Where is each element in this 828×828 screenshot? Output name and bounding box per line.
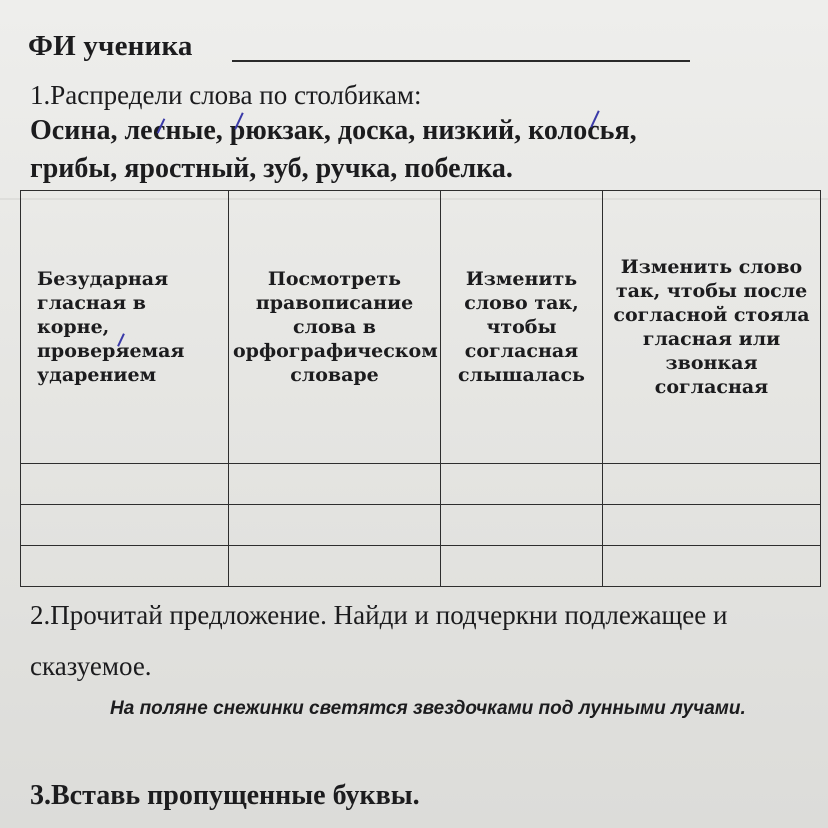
column-header-dictionary: Посмотреть правописание слова в орфографическом словаре: [229, 191, 441, 464]
column-header-vowel-after-consonant: Изменить слово так, чтобы после согласной стояла гласная или звонкая согласная: [603, 191, 821, 464]
table-cell[interactable]: [229, 505, 441, 546]
table-cell[interactable]: [229, 464, 441, 505]
table-cell[interactable]: [441, 464, 603, 505]
task2-title: 2.Прочитай предложение. Найди и подчеркни подлежащее и сказуемое.: [30, 600, 728, 681]
table-cell[interactable]: [21, 464, 229, 505]
table-cell[interactable]: [603, 505, 821, 546]
task1-words: [30, 112, 820, 188]
sorting-table: [20, 190, 821, 587]
task3-title: 3.Вставь пропущенные буквы.: [30, 780, 420, 811]
table-row: [21, 505, 821, 546]
table-row: [21, 546, 821, 587]
table-cell[interactable]: [441, 546, 603, 587]
table-header-row: [21, 191, 821, 464]
table-cell[interactable]: [21, 505, 229, 546]
column-header-audible-consonant: Изменить слово так, чтобы согласная слышалась: [441, 191, 603, 464]
table-cell[interactable]: [441, 505, 603, 546]
column-header-unstressed-vowel: Безударная гласная в корне, проверяемая ударением: [21, 191, 229, 464]
task1-words-line-1: Осина, лесные, рюкзак, доска, низкий, колосья,: [30, 115, 637, 146]
table-cell[interactable]: [21, 546, 229, 587]
task2-sentence: На поляне снежинки светятся звездочками под лунными лучами.: [110, 698, 746, 719]
table-row: [21, 464, 821, 505]
student-name-label: ФИ ученика: [28, 30, 193, 62]
table-cell[interactable]: [603, 546, 821, 587]
table-cell[interactable]: [603, 464, 821, 505]
task1-title: 1.Распредели слова по столбикам:: [30, 80, 422, 110]
task1-words-line-2: грибы, яростный, зуб, ручка, побелка.: [30, 153, 513, 184]
student-name-field[interactable]: [232, 60, 690, 62]
table-cell[interactable]: [229, 546, 441, 587]
